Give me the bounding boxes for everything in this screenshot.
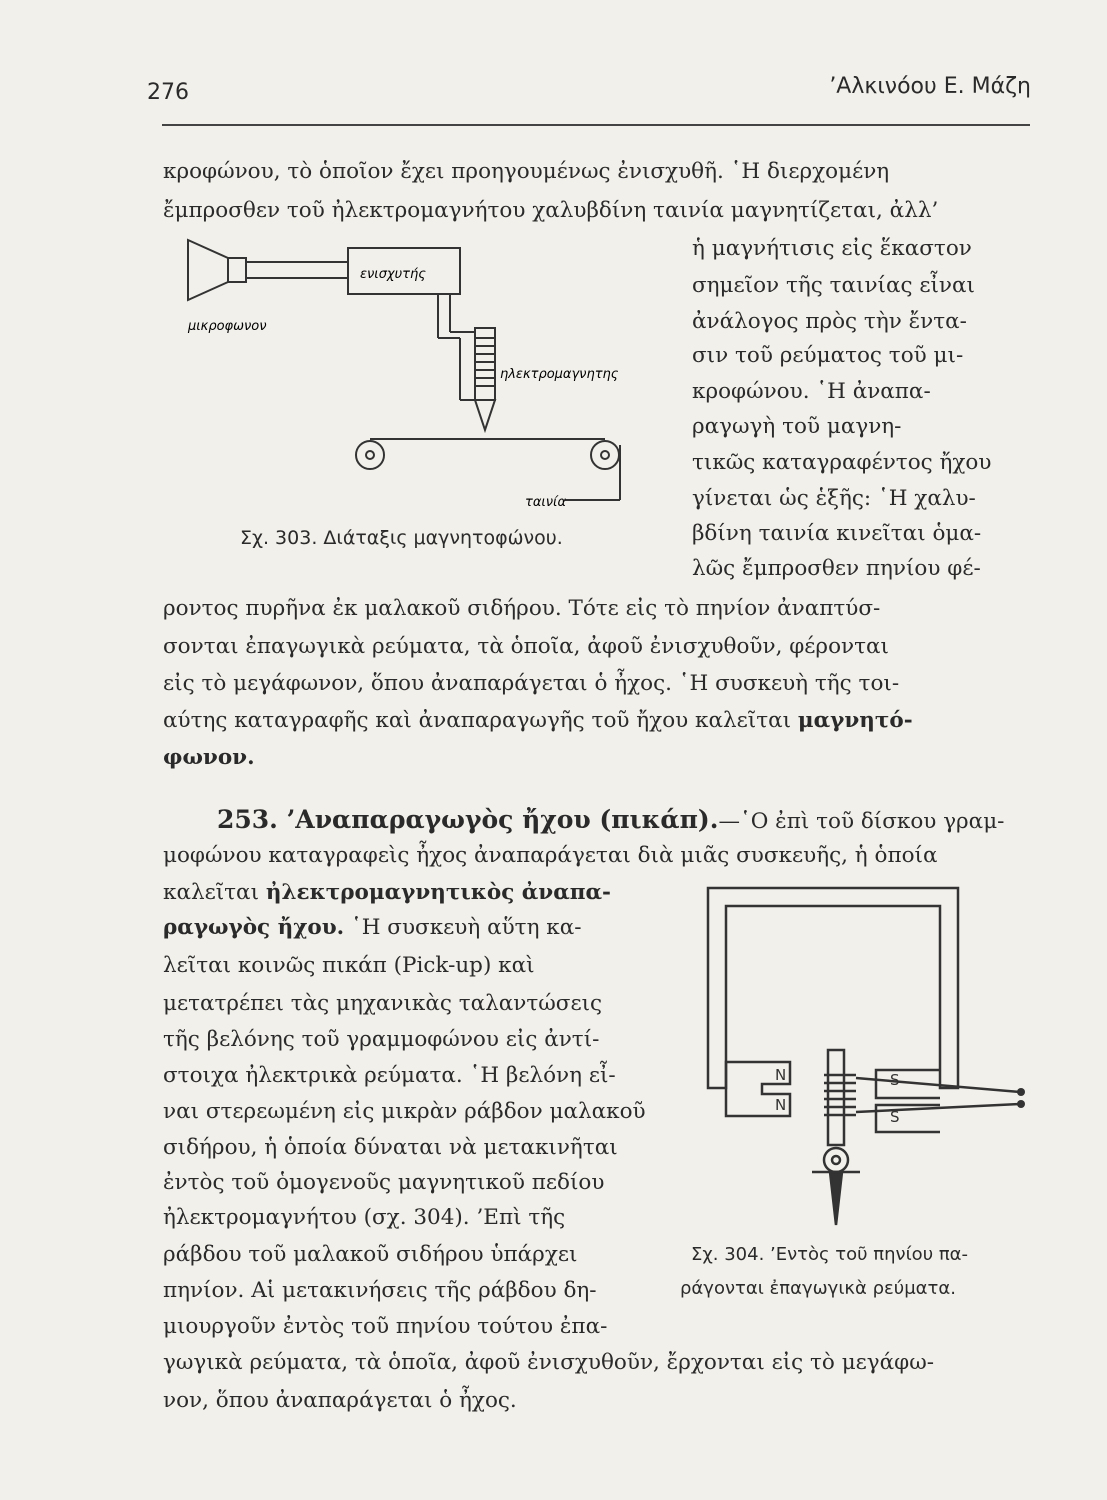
pole-s-bottom: S (890, 1108, 900, 1126)
text-line: σιν τοῦ ρεύματος τοῦ μι- (692, 343, 964, 368)
figure-303-caption: Σχ. 303. Διάταξις μαγνητοφώνου. (240, 527, 563, 549)
text-line: σονται ἐπαγωγικὰ ρεύματα, τὰ ὁποῖα, ἀφοῦ ἐνισχυθοῦν, φέρονται (163, 634, 889, 659)
text-line: ραγωγὸς ἤχου. ῾Η συσκευὴ αὕτη κα- (163, 915, 582, 940)
figure-304-caption-line2: ράγονται ἐπαγωγικὰ ρεύματα. (680, 1278, 956, 1299)
pole-s-top: S (890, 1071, 900, 1089)
reel-right (591, 441, 619, 469)
text-line: νον, ὅπου ἀναπαράγεται ὁ ἦχος. (163, 1388, 517, 1413)
text-line: εἰς τὸ μεγάφωνον, ὅπου ἀναπαράγεται ὁ ἦχος. ῾Η συσκευὴ τῆς τοι- (163, 671, 900, 696)
page-number: 276 (147, 80, 189, 105)
needle (830, 1172, 842, 1225)
text-line: φωνον. (163, 745, 255, 770)
text-line: ἡ μαγνήτισις εἰς ἕκαστον (692, 236, 972, 261)
header-rule (162, 124, 1030, 126)
figure-304-caption-line1: Σχ. 304. ’Εντὸς τοῦ πηνίου πα- (691, 1244, 969, 1265)
text-line: ροντος πυρῆνα ἐκ μαλακοῦ σιδήρου. Τότε εἰς τὸ πηνίον ἀναπτύσ- (163, 596, 881, 621)
reel-left (356, 441, 384, 469)
text-line: ἠλεκτρομαγνήτου (σχ. 304). ’Επὶ τῆς (163, 1205, 566, 1230)
text-line: μετατρέπει τὰς μηχανικὰς ταλαντώσεις (163, 991, 603, 1016)
text-line: καλεῖται ἠλεκτρομαγνητικὸς ἀναπα- (163, 880, 611, 905)
label-microphone: μικροφωνον (188, 319, 267, 334)
figure-304-pickup (700, 880, 1040, 1230)
text-line: στοιχα ἠλεκτρικὰ ρεύματα. ῾Η βελόνη εἶ- (163, 1063, 616, 1088)
text-line: ἐντὸς τοῦ ὁμογενοῦς μαγνητικοῦ πεδίου (163, 1170, 605, 1195)
magnet-frame (708, 888, 958, 1088)
text-line: αύτης καταγραφῆς καὶ ἀναπαραγωγῆς τοῦ ἤχου καλεῖται μαγνητό- (163, 708, 913, 733)
text-line: κροφώνου, τὸ ὁποῖον ἔχει προηγουμένως ἐνισχυθῆ. ῾Η διερχομένη (163, 159, 890, 184)
text-line: λεῖται κοινῶς πικάπ (Pick-up) καὶ (163, 953, 535, 978)
label-amplifier: ενισχυτής (360, 267, 426, 282)
text-line: ραγωγὴ τοῦ μαγνη- (692, 414, 902, 439)
text-line: τῆς βελόνης τοῦ γραμμοφώνου εἰς ἀντί- (163, 1027, 600, 1052)
microphone-icon (188, 240, 228, 300)
text-line: γίνεται ὡς ἑξῆς: ῾Η χαλυ- (692, 486, 976, 511)
text-line: σιδήρου, ἡ ὁποία δύναται νὰ μετακινῆται (163, 1135, 618, 1160)
text-line: ναι στερεωμένη εἰς μικρὰν ράβδον μαλακοῦ (163, 1099, 646, 1124)
text-line: πηνίον. Αἱ μετακινήσεις τῆς ράβδου δη- (163, 1278, 597, 1303)
text-line: ράβδου τοῦ μαλακοῦ σιδήρου ὑπάρχει (163, 1242, 578, 1267)
pole-n-top: N (775, 1066, 787, 1084)
pole-n-bottom: N (775, 1096, 787, 1114)
text-line: βδίνη ταινία κινεῖται ὁμα- (692, 521, 982, 546)
text-line: κροφώνου. ῾Η ἀναπα- (692, 379, 931, 404)
label-electromagnet: ηλεκτρομαγνητης (500, 367, 619, 382)
text-line: γωγικὰ ρεύματα, τὰ ὁποῖα, ἀφοῦ ἐνισχυθοῦν, ἔρχονται εἰς τὸ μεγάφω- (163, 1350, 935, 1375)
text-line: σημεῖον τῆς ταινίας εἶναι (692, 273, 975, 298)
text-line: μοφώνου καταγραφεὶς ἦχος ἀναπαράγεται διὰ μιᾶς συσκευῆς, ἡ ὁποία (163, 843, 938, 868)
text-line: τικῶς καταγραφέντος ἤχου (692, 450, 992, 475)
text-line: λῶς ἔμπροσθεν πηνίου φέ- (692, 556, 981, 581)
section-heading: 253. ’Αναπαραγωγὸς ἤχου (πικάπ).—῾Ο ἐπὶ τοῦ δίσκου γραμ- (217, 805, 1005, 834)
iron-rod (828, 1050, 844, 1145)
label-tape: ταινία (525, 495, 567, 510)
figure-303-tape-recorder (180, 230, 650, 520)
pivot-circle (824, 1148, 848, 1172)
text-line: ἔμπροσθεν τοῦ ἠλεκτρομαγνήτου χαλυβδίνη ταινία μαγνητίζεται, ἀλλ’ (163, 198, 939, 223)
running-header-author: ’Αλκινόου Ε. Μάζη (829, 74, 1031, 99)
text-line: μιουργοῦν ἐντὸς τοῦ πηνίου τούτου ἐπα- (163, 1314, 608, 1339)
text-line: ἀνάλογος πρὸς τὴν ἔντα- (692, 309, 967, 334)
